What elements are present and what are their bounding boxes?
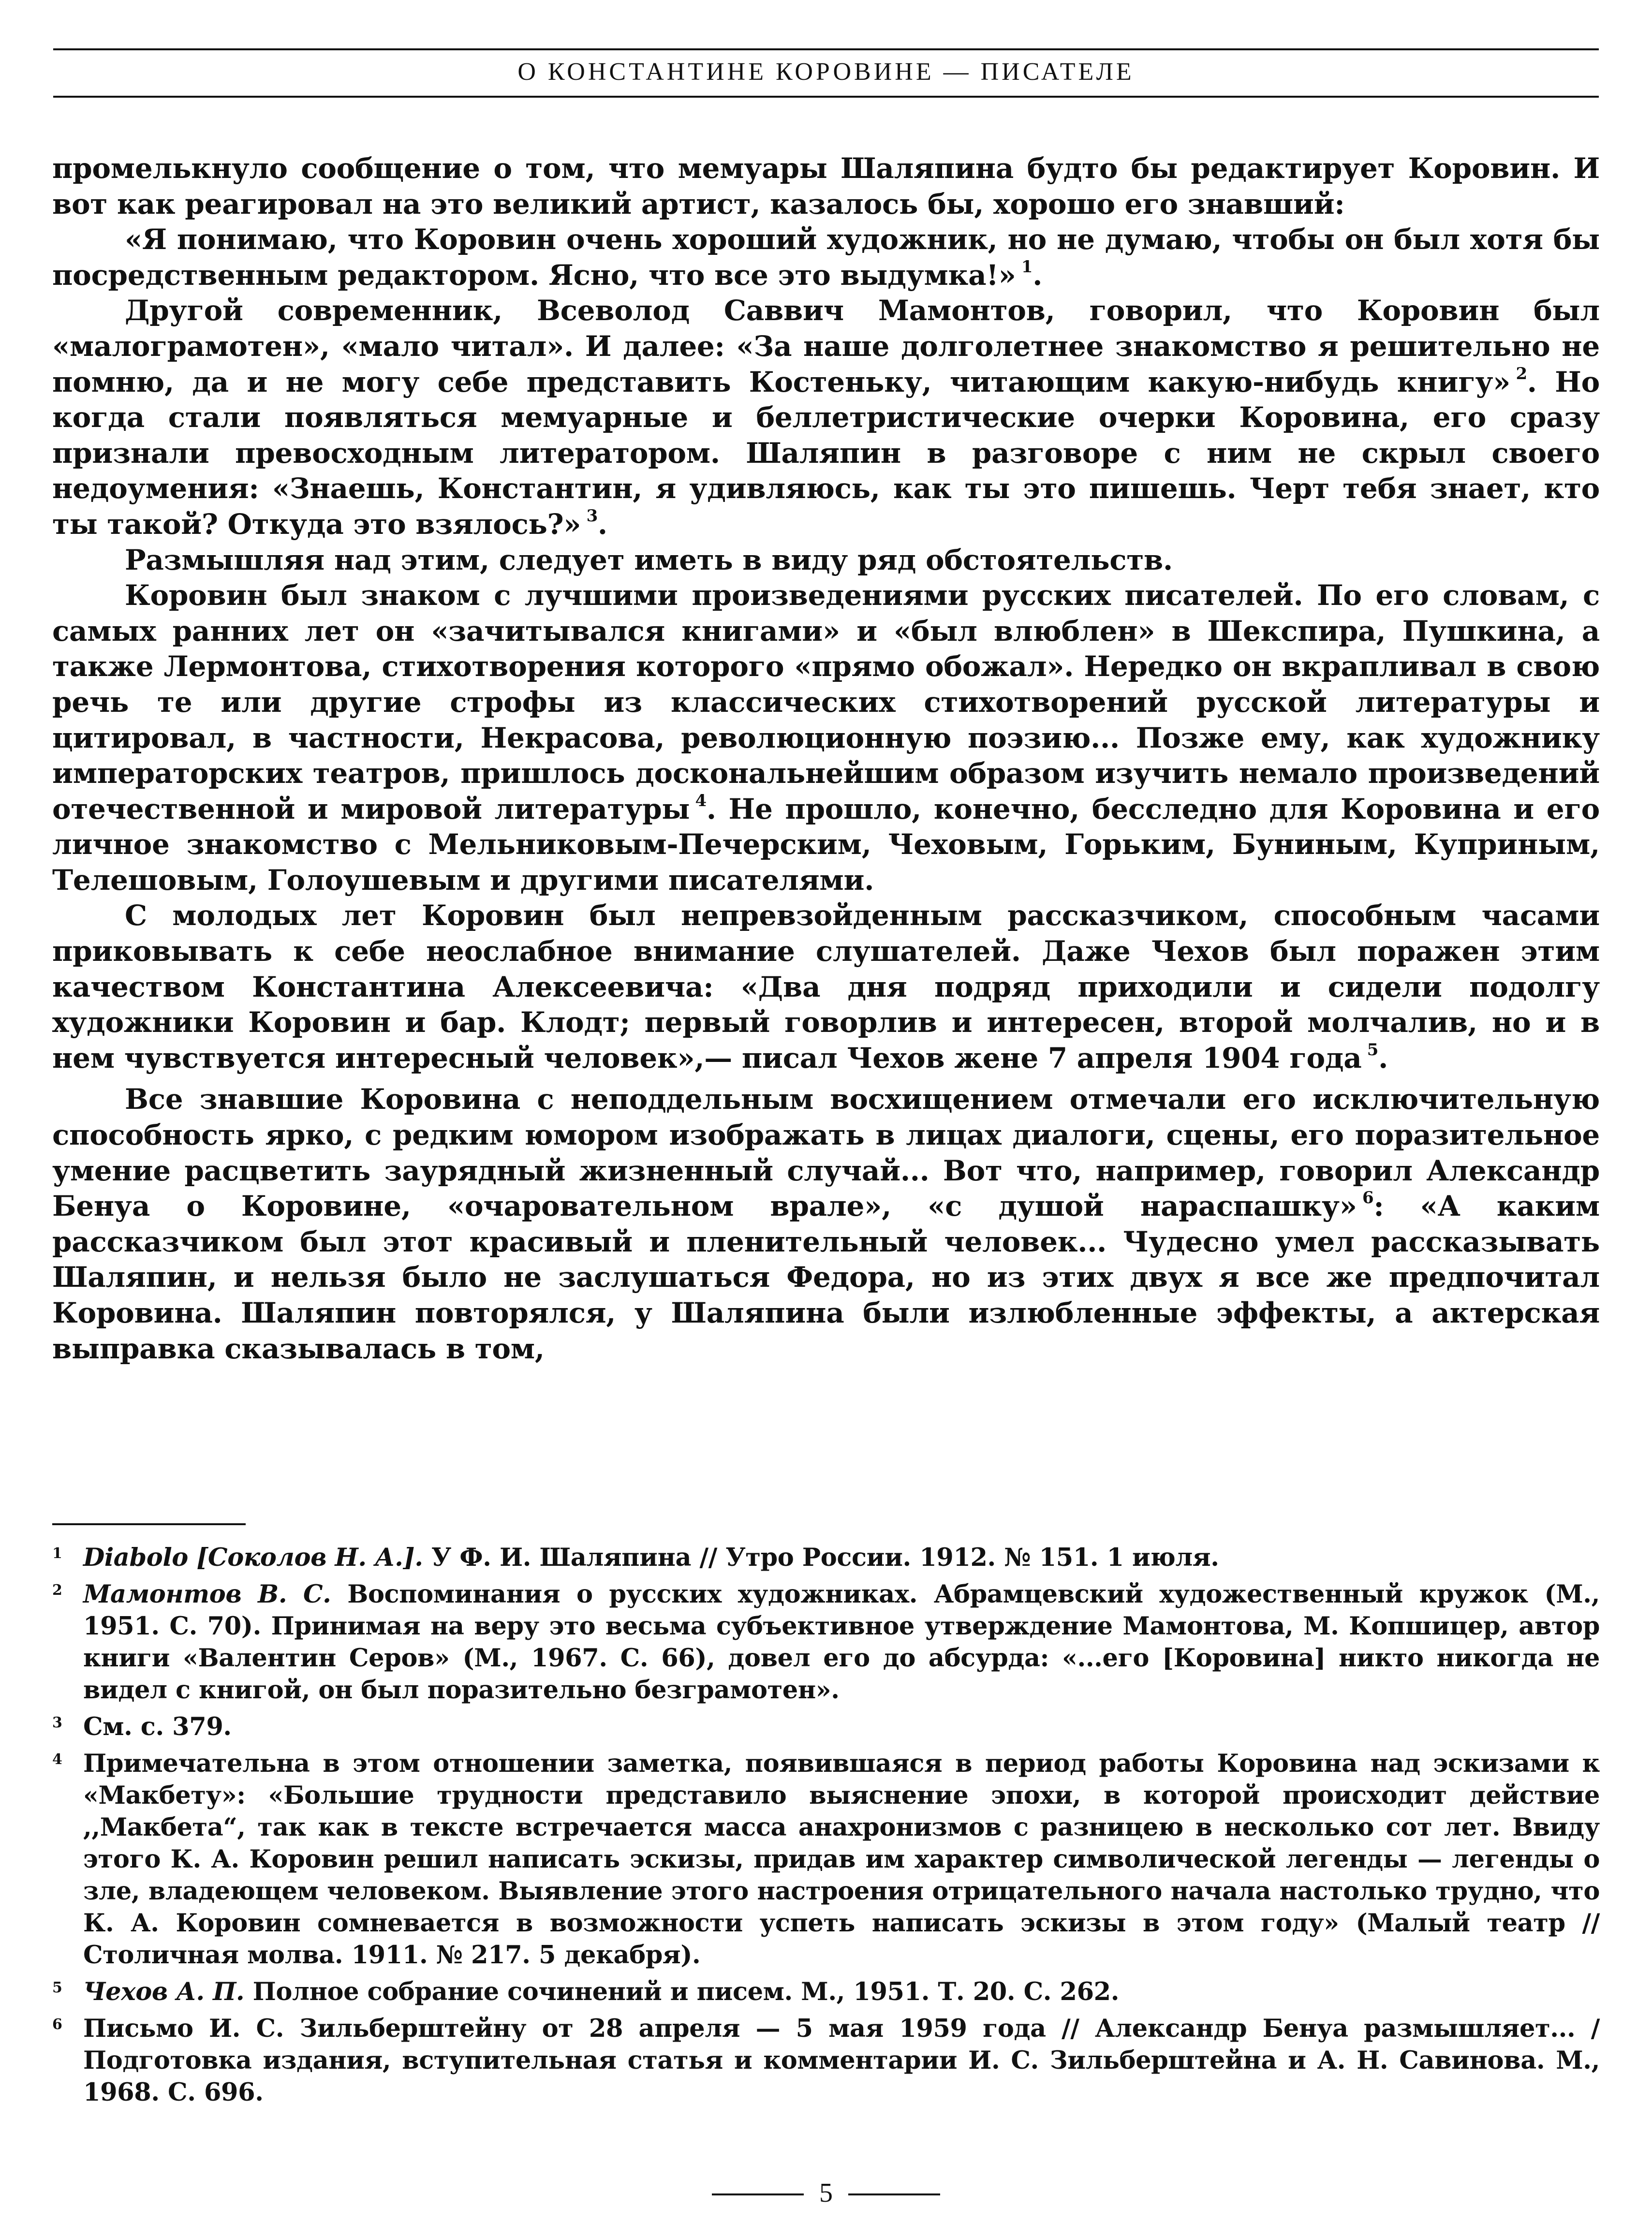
footnote-5 [52, 1976, 1600, 2008]
paragraph-6-end: . [1378, 1041, 1388, 1074]
paragraph-1 [52, 151, 1600, 222]
running-header-title: О КОНСТАНТИНЕ КОРОВИНЕ — ПИСАТЕЛЕ [517, 58, 1135, 86]
footnotes [52, 1542, 1600, 2113]
footnote-number: 4 [52, 1751, 62, 1768]
footnote-text: Примечательна в этом отношении заметка, появившаяся в период работы Коровина над эскизами к «Макбету»: «Большие трудности представило выяснение эпохи, в которой происходит действие ,,Макбета“, так как в тексте встречается масса анахронизмов с разницею в несколько сот лет. Ввиду этого К. А. Коровин решил написать эскизы, придав им характер символической легенды — легенды о зле, владеющем человеком. Выявление этого настроения отрицательного начала настолько трудно, что К. А. Коровин сомневается в возможности успеть написать эскизы в этом году» (Малый театр // Столичная молва. 1911. № 217. 5 декабря). [83, 1749, 1600, 1970]
paragraph-3 [52, 293, 1600, 542]
paragraph-5-text-a: Коровин был знаком с лучшими произведениями русских писателей. По его словам, с самых ранних лет он «зачитывался книгами» и «был влюблен» в Шекспира, Пушкина, а также Лермонтова, стихотворения которого «прямо обожал». Нередко он вкрапливал в свою речь те или другие строфы из классических стихотворений русской литературы и цитировал, в частности, Некрасова, революционную поэзию... Позже ему, как художнику императорских театров, пришлось доскональнейшим образом изучить немало произведений отечественной и мировой литературы [52, 579, 1600, 825]
footnote-ref-4[interactable]: 4 [695, 791, 707, 810]
footnote-4 [52, 1748, 1600, 1971]
footnote-text: Полное собрание сочинений и писем. М., 1951. Т. 20. С. 262. [244, 1977, 1120, 2006]
footnote-text: У Ф. И. Шаляпина // Утро России. 1912. № 151. 1 июля. [423, 1543, 1219, 1572]
paragraph-2-end: . [1032, 258, 1043, 292]
paragraph-6 [52, 898, 1600, 1076]
footnote-number: 3 [52, 1714, 62, 1731]
footnote-text: См. с. 379. [83, 1712, 232, 1741]
page-number: 5 [819, 2178, 833, 2208]
header-bottom-rule [53, 96, 1599, 98]
header-top-rule [53, 48, 1599, 50]
paragraph-2-text: «Я понимаю, что Коровин очень хороший художник, но не думаю, чтобы он был хотя бы посредственным редактором. Ясно, что все это выдумка!» [52, 223, 1600, 292]
paragraph-5-text-b: . Не прошло, конечно, бесследно для Коровина и его личное знакомство с Мельниковым-Печерским, Чеховым, Горьким, Буниным, Куприным, Телешовым, Голоушевым и другими писателями. [52, 792, 1600, 897]
footnote-2 [52, 1578, 1600, 1706]
footnote-author: Чехов А. П. [83, 1977, 245, 2006]
footnote-number: 5 [52, 1979, 62, 1996]
paragraph-3-text-b: . Но когда стали появляться мемуарные и беллетристические очерки Коровина, его сразу признали превосходным литератором. Шаляпин в разговоре с ним не скрыл своего недоумения: «Знаешь, Константин, я удивляюсь, как ты это пишешь. Черт тебя знает, кто ты такой? Откуда это взялось?» [52, 365, 1600, 541]
paragraph-7-text-b: : «А каким рассказчиком был этот красивый и пленительный человек... Чудесно умел рассказывать Шаляпин, и нельзя было не заслушаться Федора, но из этих двух я все же предпочитал Коровина. Шаляпин повторялся, у Шаляпина были излюбленные эффекты, а актерская выправка сказывалась в том, [52, 1190, 1600, 1365]
footnote-ref-1[interactable]: 1 [1021, 257, 1033, 277]
running-header [53, 48, 1599, 100]
paragraph-4-text: Размышляя над этим, следует иметь в виду ряд обстоятельств. [125, 543, 1173, 576]
page-number-block [705, 2176, 947, 2210]
paragraph-4 [52, 543, 1600, 578]
paragraph-6-text: С молодых лет Коровин был непревзойденным рассказчиком, способным часами приковывать к себе неослабное внимание слушателей. Даже Чехов был поражен этим качеством Константина Алексеевича: «Два дня подряд приходили и сидели подолгу художники Коровин и бар. Клодт; первый говорлив и интересен, второй молчалив, но и в нем чувствуется интересный человек»,— писал Чехов жене 7 апреля 1904 года [52, 899, 1600, 1074]
page-number-right-dash [848, 2193, 940, 2195]
footnote-ref-5[interactable]: 5 [1367, 1040, 1379, 1060]
footnote-ref-6[interactable]: 6 [1362, 1188, 1374, 1208]
paragraph-2 [52, 222, 1600, 293]
paragraph-1-text: промелькнуло сообщение о том, что мемуары Шаляпина будто бы редактирует Коровин. И вот как реагировал на это великий артист, казалось бы, хорошо его знавший: [52, 152, 1600, 221]
footnote-separator [52, 1523, 246, 1525]
footnote-3 [52, 1711, 1600, 1743]
paragraph-5 [52, 578, 1600, 898]
footnote-ref-2[interactable]: 2 [1516, 364, 1527, 383]
paragraph-7-text-a: Все знавшие Коровина с неподдельным восхищением отмечали его исключительную способность ярко, с редким юмором изображать в лицах диалоги, сцены, его поразительное умение расцветить заурядный жизненный случай... Вот что, например, говорил Александр Бенуа о Коровине, «очаровательном врале», «с душой нараспашку» [52, 1083, 1600, 1223]
footnote-number: 2 [52, 1582, 62, 1599]
footnote-text: Письмо И. С. Зильберштейну от 28 апреля — 5 мая 1959 года // Александр Бенуа размышляет... / Подготовка издания, вступительная статья и комментарии И. С. Зильберштейна и А. Н. Савинова. М., 1968. С. 696. [83, 2014, 1600, 2107]
paragraph-3-end: . [597, 507, 607, 541]
footnote-1 [52, 1542, 1600, 1574]
footnote-number: 6 [52, 2016, 62, 2033]
main-text [52, 151, 1600, 1367]
footnote-ref-3[interactable]: 3 [586, 506, 598, 526]
footnote-author: Diabolo [Соколов Н. А.]. [83, 1543, 423, 1572]
footnote-6 [52, 2013, 1600, 2108]
footnote-number: 1 [52, 1545, 62, 1562]
footnote-text: Воспоминания о русских художниках. Абрамцевский художественный кружок (М., 1951. С. 70). Принимая на веру это весьма субъективное утверждение Мамонтова, М. Копшицер, автор книги «Валентин Серов» (М., 1967. С. 66), довел его до абсурда: «...его [Коровина] никто никогда не видел с книгой, он был поразительно безграмотен». [83, 1580, 1600, 1705]
paragraph-7 [52, 1082, 1600, 1367]
paragraph-3-text-a: Другой современник, Всеволод Саввич Мамонтов, говорил, что Коровин был «малограмотен», «мало читал». И далее: «За наше долголетнее знакомство я решительно не помню, да и не могу себе представить Костеньку, читающим какую-нибудь книгу» [52, 294, 1600, 398]
footnote-author: Мамонтов В. С. [83, 1580, 331, 1609]
